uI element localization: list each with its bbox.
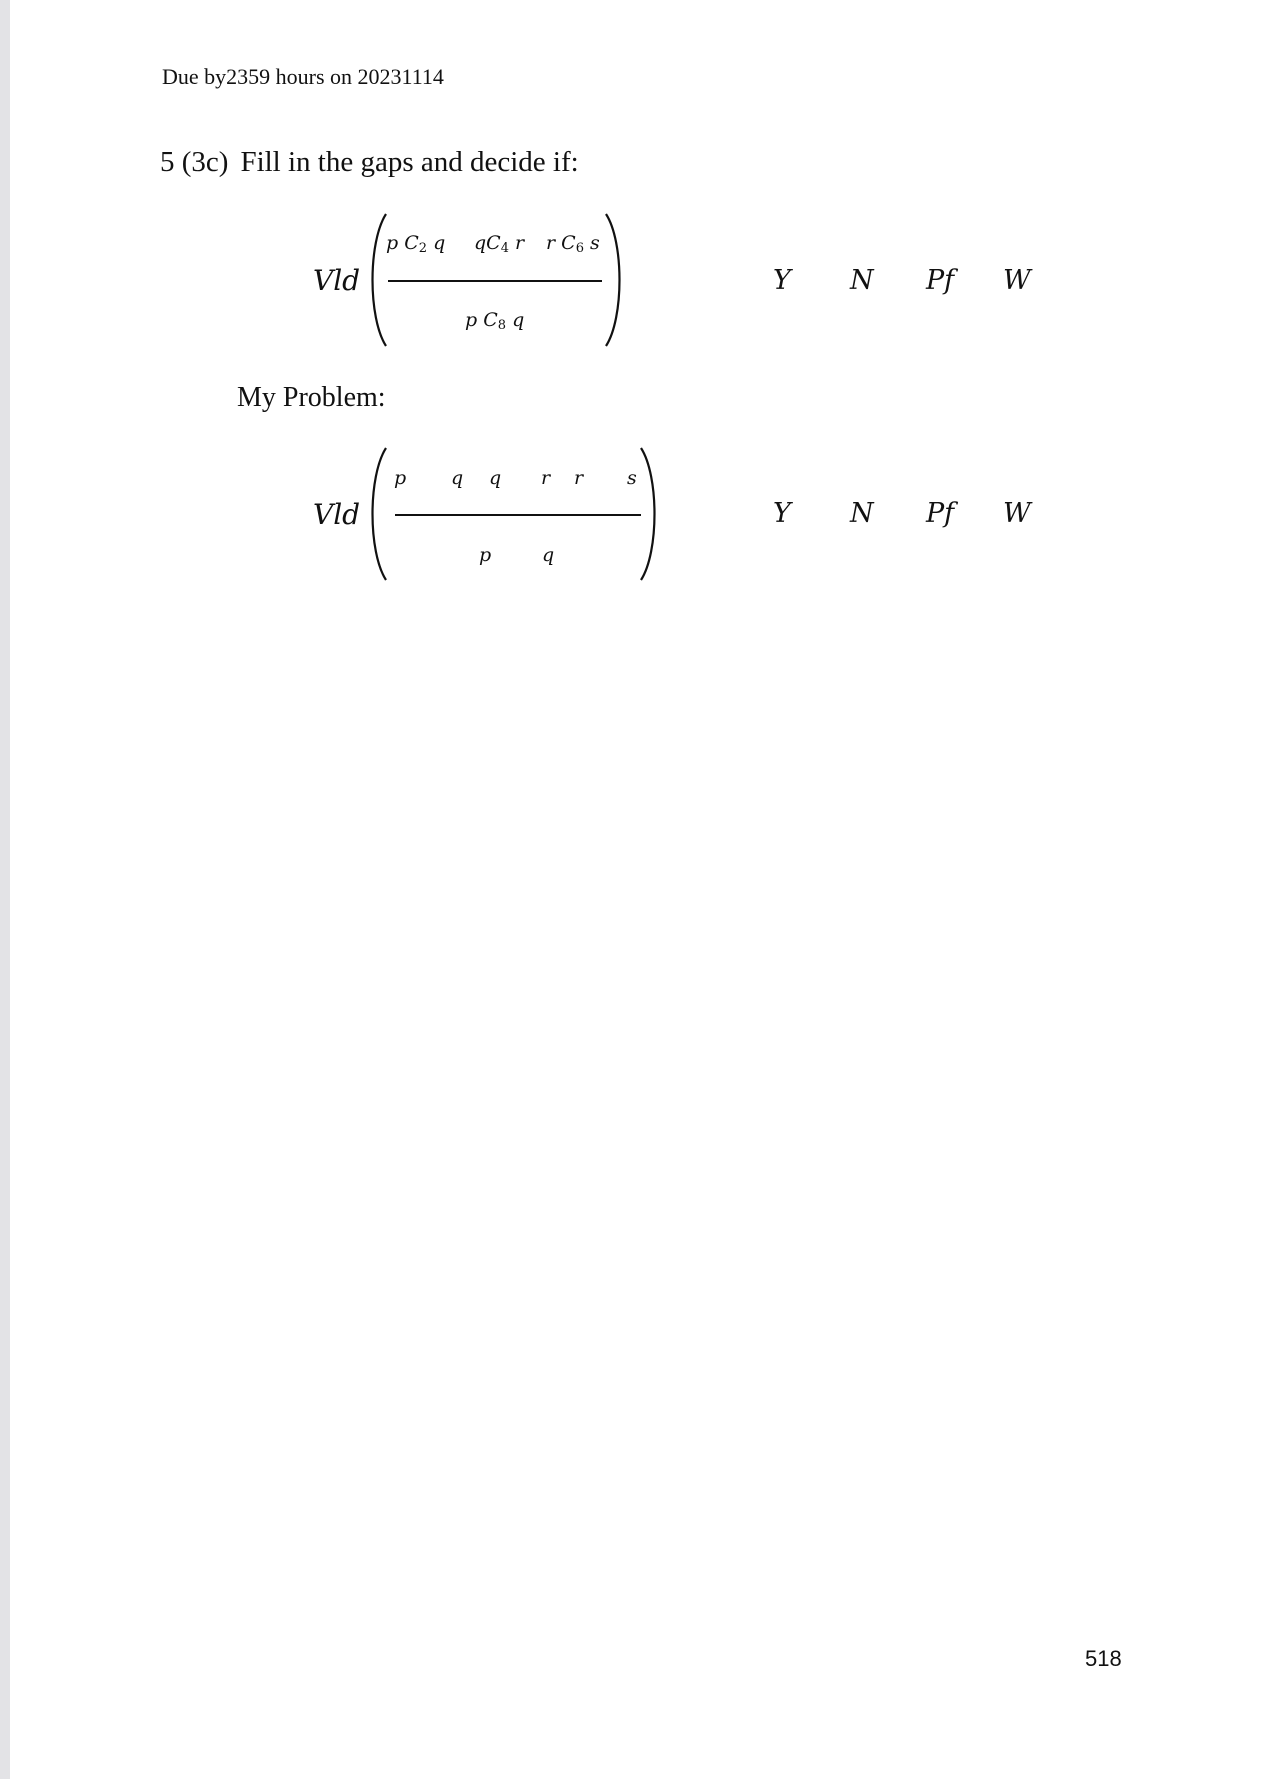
my-denominator-var: p	[479, 544, 492, 566]
given-choice-pf: Pf	[926, 265, 955, 296]
my-numerator-var: q	[451, 467, 464, 489]
my-numerator-var: q	[489, 467, 502, 489]
page-number: 518	[1085, 1646, 1122, 1671]
my-choice-n: N	[850, 498, 874, 529]
given-vld-operator: Vld	[313, 264, 361, 297]
given-numerator-term-2: $qC_4$ r	[474, 232, 525, 256]
my-right-paren	[635, 446, 663, 582]
given-numerator-term-3: r $C_6$ s	[546, 232, 600, 256]
my-numerator-var: p	[394, 467, 407, 489]
my-numerator-var: s	[627, 467, 637, 489]
page-left-edge	[0, 0, 10, 1779]
my-left-paren	[364, 446, 392, 582]
my-choice-w: W	[1003, 498, 1031, 529]
due-date-header: Due by2359 hours on 20231114	[162, 64, 444, 89]
my-fraction-bar	[395, 514, 641, 516]
given-numerator-term-1: p $C_2$ q	[386, 232, 446, 256]
my-choice-pf: Pf	[926, 498, 955, 529]
given-choice-n: N	[850, 265, 874, 296]
my-numerator-var: r	[541, 467, 551, 489]
question-number: 5 (3c)	[160, 146, 229, 178]
my-choice-y: Y	[773, 498, 791, 529]
my-problem-heading: My Problem:	[237, 382, 386, 413]
given-right-paren	[600, 212, 628, 348]
given-fraction-bar	[388, 280, 602, 282]
my-numerator-var: r	[574, 467, 584, 489]
question-heading	[160, 146, 579, 179]
given-denominator-term: p $C_8$ q	[465, 309, 525, 333]
question-prompt: Fill in the gaps and decide if:	[240, 146, 579, 178]
given-choice-y: Y	[773, 265, 791, 296]
my-vld-operator: Vld	[313, 498, 361, 531]
my-denominator-var: q	[542, 544, 555, 566]
given-choice-w: W	[1003, 265, 1031, 296]
